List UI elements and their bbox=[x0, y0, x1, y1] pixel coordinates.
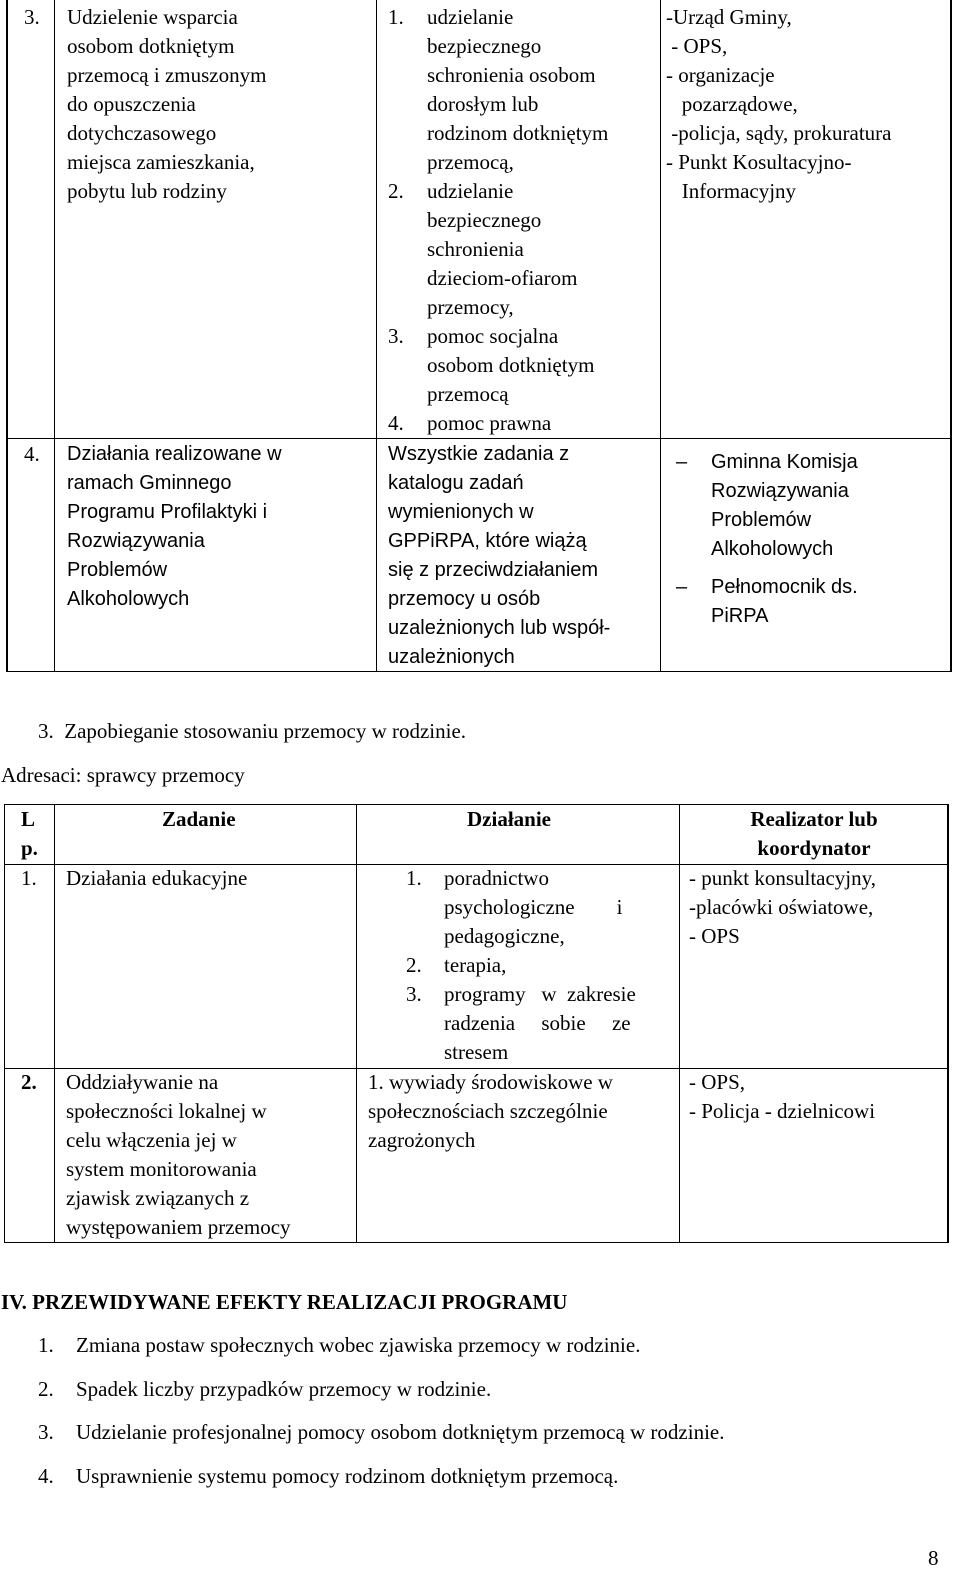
action-line: dzieciom-ofiarom bbox=[427, 266, 578, 290]
action-number: 3. bbox=[406, 982, 422, 1006]
row-number: 2. bbox=[21, 1070, 37, 1094]
executor-line: Gminna Komisja bbox=[711, 451, 858, 473]
executor-line: PiRPA bbox=[711, 605, 769, 627]
task-line: celu włączenia jej w bbox=[66, 1128, 237, 1152]
action-line: schronienia osobom bbox=[427, 63, 596, 87]
executor-line: Problemów bbox=[711, 509, 812, 531]
list-number: 3. bbox=[38, 1420, 54, 1444]
action-item bbox=[444, 980, 636, 1067]
header-lp: p. bbox=[21, 836, 38, 860]
action-line: psychologiczne i bbox=[444, 895, 623, 919]
table-2-col-divider bbox=[356, 804, 357, 1243]
task-line: Oddziaływanie na bbox=[66, 1070, 219, 1094]
dash-bullet: – bbox=[676, 451, 688, 473]
header-task: Zadanie bbox=[162, 807, 236, 831]
action-line: przemocy u osób bbox=[388, 588, 541, 610]
table-1-border-left bbox=[6, 0, 8, 672]
action-line: bezpiecznego bbox=[427, 34, 542, 58]
action-line: przemocy, bbox=[427, 295, 514, 319]
task-line: pobytu lub rodziny bbox=[67, 179, 227, 203]
action-line: przemocą, bbox=[427, 150, 514, 174]
executor-item bbox=[711, 448, 858, 564]
action-item bbox=[427, 3, 608, 177]
action-line: rodzinom dotkniętym bbox=[427, 121, 609, 145]
task-line: osobom dotkniętym bbox=[67, 34, 235, 58]
table-2-col-divider bbox=[54, 804, 55, 1243]
action-line: przemocą bbox=[427, 382, 509, 406]
task-line: Udzielenie wsparcia bbox=[67, 5, 238, 29]
task-line: dotychczasowego bbox=[67, 121, 217, 145]
executor-line: - punkt konsultacyjny, bbox=[689, 866, 877, 890]
list-number: 2. bbox=[38, 1377, 54, 1401]
action-number: 1. bbox=[388, 5, 404, 29]
table-2-border-right bbox=[947, 804, 949, 1243]
task-line: miejsca zamieszkania, bbox=[67, 150, 255, 174]
task-cell bbox=[67, 3, 266, 206]
action-line: pomoc prawna bbox=[427, 411, 552, 435]
action-number: 2. bbox=[388, 179, 404, 203]
table-2-border-bottom bbox=[4, 1242, 949, 1243]
executor-line: Pełnomocnik ds. bbox=[711, 576, 858, 598]
action-item bbox=[427, 409, 551, 438]
action-line: wymienionych w bbox=[388, 501, 534, 523]
action-line: radzenia sobie ze bbox=[444, 1011, 631, 1035]
task-line: Programu Profilaktyki i bbox=[67, 501, 268, 523]
task-line: ramach Gminnego bbox=[67, 472, 232, 494]
executor-line: -placówki oświatowe, bbox=[689, 895, 874, 919]
list-number: 1. bbox=[38, 1333, 54, 1357]
task-line: Alkoholowych bbox=[67, 588, 190, 610]
executor-line: Rozwiązywania bbox=[711, 480, 849, 502]
executor-line: - OPS, bbox=[666, 34, 728, 58]
row-number: 3. bbox=[24, 5, 40, 29]
executor-line: Informacyjny bbox=[666, 179, 797, 203]
action-line: pedagogiczne, bbox=[444, 924, 565, 948]
executor-cell bbox=[689, 1068, 875, 1126]
action-line: się z przeciwdziałaniem bbox=[388, 559, 599, 581]
task-line: występowaniem przemocy bbox=[66, 1215, 291, 1239]
section-heading: 3. Zapobieganie stosowaniu przemocy w rodzinie. bbox=[38, 719, 467, 743]
task-line: Rozwiązywania bbox=[67, 530, 205, 552]
action-line: uzależnionych lub współ- bbox=[388, 617, 611, 639]
addressees-line: Adresaci: sprawcy przemocy bbox=[1, 763, 245, 787]
action-line: uzależnionych bbox=[388, 646, 515, 668]
list-number: 4. bbox=[38, 1464, 54, 1488]
action-line: stresem bbox=[444, 1040, 509, 1064]
task-line: Działania realizowane w bbox=[67, 443, 282, 465]
executor-line: Alkoholowych bbox=[711, 538, 834, 560]
action-line: społecznościach szczególnie bbox=[368, 1099, 608, 1123]
row-number: 1. bbox=[21, 866, 37, 890]
table-1-row-divider bbox=[6, 438, 952, 439]
task-line: system monitorowania bbox=[66, 1157, 257, 1181]
action-line: Wszystkie zadania z bbox=[388, 443, 570, 465]
action-line: terapia, bbox=[444, 953, 507, 977]
task-line: do opuszczenia bbox=[67, 92, 196, 116]
list-item: Usprawnienie systemu pomocy rodzinom dotkniętym przemocą. bbox=[76, 1464, 619, 1488]
executor-item bbox=[711, 573, 858, 631]
task-cell bbox=[66, 1068, 291, 1242]
task-cell bbox=[67, 440, 282, 614]
executor-line: - Punkt Kosultacyjno- bbox=[666, 150, 852, 174]
executor-cell bbox=[666, 3, 891, 206]
list-item: Spadek liczby przypadków przemocy w rodzinie. bbox=[76, 1377, 492, 1401]
list-item: Udzielanie profesjonalnej pomocy osobom dotkniętym przemocą w rodzinie. bbox=[76, 1420, 725, 1444]
action-item bbox=[427, 322, 594, 409]
page-number: 8 bbox=[928, 1546, 939, 1570]
action-item bbox=[444, 864, 622, 951]
action-line: udzielanie bbox=[427, 179, 514, 203]
action-line: bezpiecznego bbox=[427, 208, 542, 232]
executor-line: -Urząd Gminy, bbox=[666, 5, 792, 29]
action-cell bbox=[368, 1068, 613, 1155]
action-line: katalogu zadań bbox=[388, 472, 524, 494]
action-item bbox=[444, 951, 506, 980]
action-line: GPPiRPA, które wiążą bbox=[388, 530, 587, 552]
row-number: 4. bbox=[24, 442, 40, 466]
table-2-col-divider bbox=[679, 804, 680, 1243]
action-line: dorosłym lub bbox=[427, 92, 539, 116]
task-line: zjawisk związanych z bbox=[66, 1186, 250, 1210]
executor-line: -policja, sądy, prokuratura bbox=[666, 121, 892, 145]
executor-line: - OPS, bbox=[689, 1070, 746, 1094]
action-line: 1. wywiady środowiskowe w bbox=[368, 1070, 613, 1094]
header-action: Działanie bbox=[467, 807, 551, 831]
action-number: 4. bbox=[388, 411, 404, 435]
task-line: Działania edukacyjne bbox=[66, 866, 248, 890]
executor-line: pozarządowe, bbox=[666, 92, 798, 116]
action-number: 3. bbox=[388, 324, 404, 348]
executor-line: - OPS bbox=[689, 924, 740, 948]
action-number: 1. bbox=[406, 866, 422, 890]
executor-line: - Policja - dzielnicowi bbox=[689, 1099, 876, 1123]
task-line: społeczności lokalnej w bbox=[66, 1099, 267, 1123]
header-executor: Realizator lub bbox=[750, 807, 878, 831]
action-line: zagrożonych bbox=[368, 1128, 476, 1152]
table-1-col-divider bbox=[54, 0, 55, 672]
table-1-col-divider bbox=[660, 0, 661, 672]
action-line: osobom dotkniętym bbox=[427, 353, 595, 377]
action-line: programy w zakresie bbox=[444, 982, 636, 1006]
executor-line: - organizacje bbox=[666, 63, 775, 87]
action-line: poradnictwo bbox=[444, 866, 549, 890]
action-number: 2. bbox=[406, 953, 422, 977]
executor-cell bbox=[689, 864, 876, 951]
section-iv-heading: IV. PRZEWIDYWANE EFEKTY REALIZACJI PROGRAMU bbox=[1, 1290, 568, 1314]
list-item: Zmiana postaw społecznych wobec zjawiska przemocy w rodzinie. bbox=[76, 1333, 641, 1357]
header-executor: koordynator bbox=[757, 836, 871, 860]
action-cell bbox=[388, 440, 610, 672]
action-line: pomoc socjalna bbox=[427, 324, 559, 348]
action-line: schronienia bbox=[427, 237, 524, 261]
table-1-col-divider bbox=[376, 0, 377, 672]
header-lp: L bbox=[21, 807, 36, 831]
action-line: udzielanie bbox=[427, 5, 514, 29]
dash-bullet: – bbox=[676, 576, 688, 598]
task-line: Problemów bbox=[67, 559, 168, 581]
task-line: przemocą i zmuszonym bbox=[67, 63, 267, 87]
action-item bbox=[427, 177, 577, 322]
table-1-border-right bbox=[950, 0, 952, 672]
table-2-border-left bbox=[4, 804, 5, 1243]
